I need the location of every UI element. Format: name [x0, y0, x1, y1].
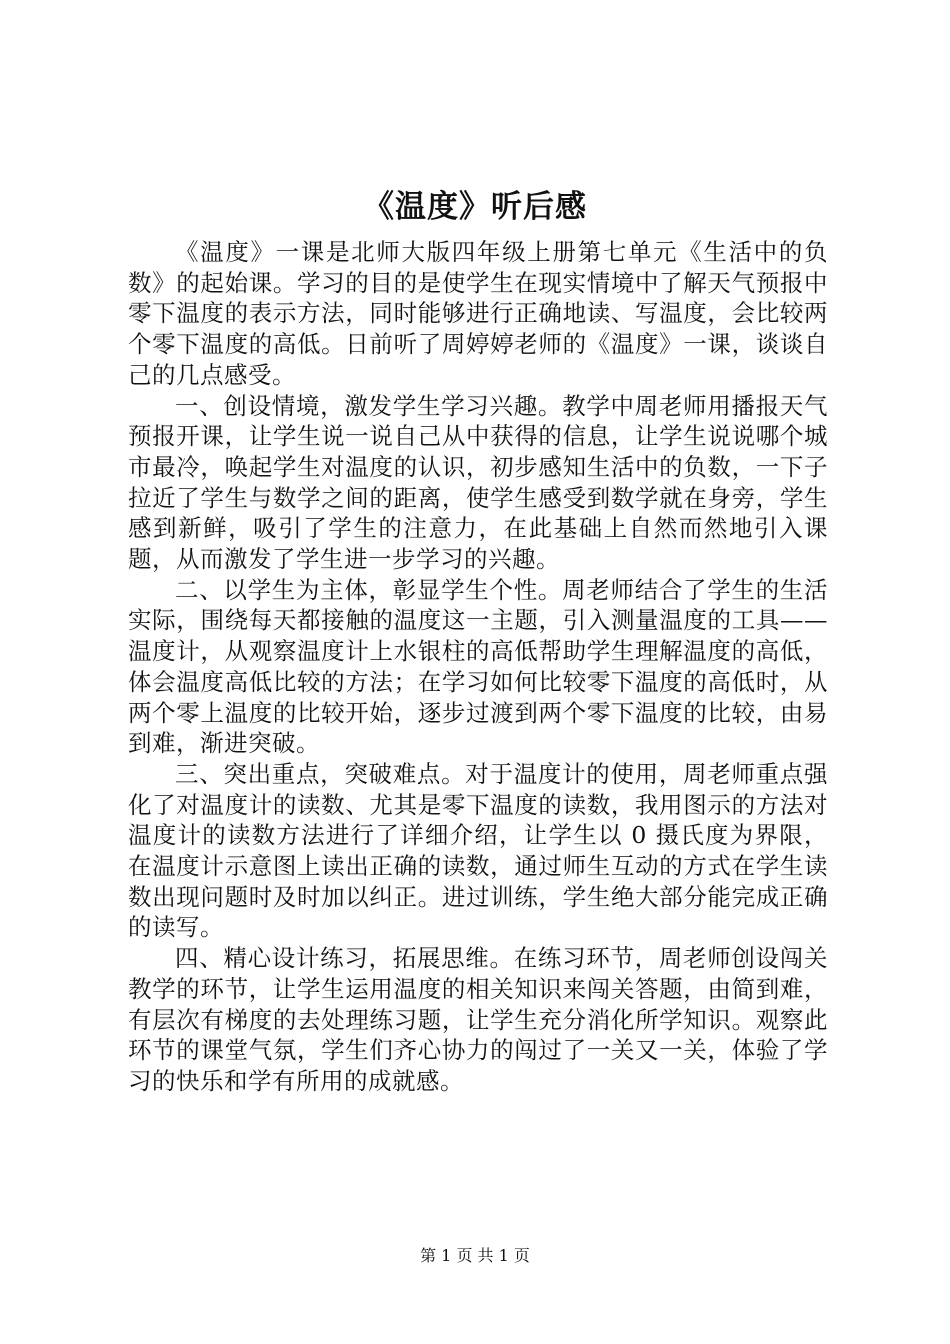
paragraph-point-3: 三、突出重点，突破难点。对于温度计的使用，周老师重点强化了对温度计的读数、尤其是零下温度的读数，我用图示的方法对温度计的读数方法进行了详细介绍，让学生以 0 摄氏度为界限，在温度计示意图上读出正确的读数，通过师生互动的方式在学生读数出现问题时及时加以纠正。进过训练，学生绝大部分能完成正确的读写。 — [128, 759, 828, 942]
paragraph-point-4: 四、精心设计练习，拓展思维。在练习环节，周老师创设闯关教学的环节，让学生运用温度的相关知识来闯关答题，由简到难，有层次有梯度的去处理练习题，让学生充分消化所学知识。观察此环节的课堂气氛，学生们齐心协力的闯过了一关又一关，体验了学习的快乐和学有所用的成就感。 — [128, 944, 828, 1095]
paragraph-intro: 《温度》一课是北师大版四年级上册第七单元《生活中的负数》的起始课。学习的目的是使学生在现实情境中了解天气预报中零下温度的表示方法，同时能够进行正确地读、写温度，会比较两个零下温度的高低。日前听了周婷婷老师的《温度》一课，谈谈自己的几点感受。 — [128, 238, 828, 389]
document-title: 《温度》听后感 — [363, 189, 587, 225]
page-footer: 第 1 页 共 1 页 — [420, 1246, 530, 1265]
document-body — [128, 237, 828, 1097]
paragraph-point-1: 一、创设情境，激发学生学习兴趣。教学中周老师用播报天气预报开课，让学生说一说自己从中获得的信息，让学生说说哪个城市最冷，唤起学生对温度的认识，初步感知生活中的负数，一下子拉近了学生与数学之间的距离，使学生感受到数学就在身旁，学生感到新鲜，吸引了学生的注意力，在此基础上自然而然地引入课题，从而激发了学生进一步学习的兴趣。 — [128, 391, 828, 574]
paragraph-point-2: 二、以学生为主体，彰显学生个性。周老师结合了学生的生活实际，围绕每天都接触的温度这一主题，引入测量温度的工具——温度计，从观察温度计上水银柱的高低帮助学生理解温度的高低，体会温度高低比较的方法；在学习如何比较零下温度的高低时，从两个零上温度的比较开始，逐步过渡到两个零下温度的比较，由易到难，渐进突破。 — [128, 575, 828, 758]
